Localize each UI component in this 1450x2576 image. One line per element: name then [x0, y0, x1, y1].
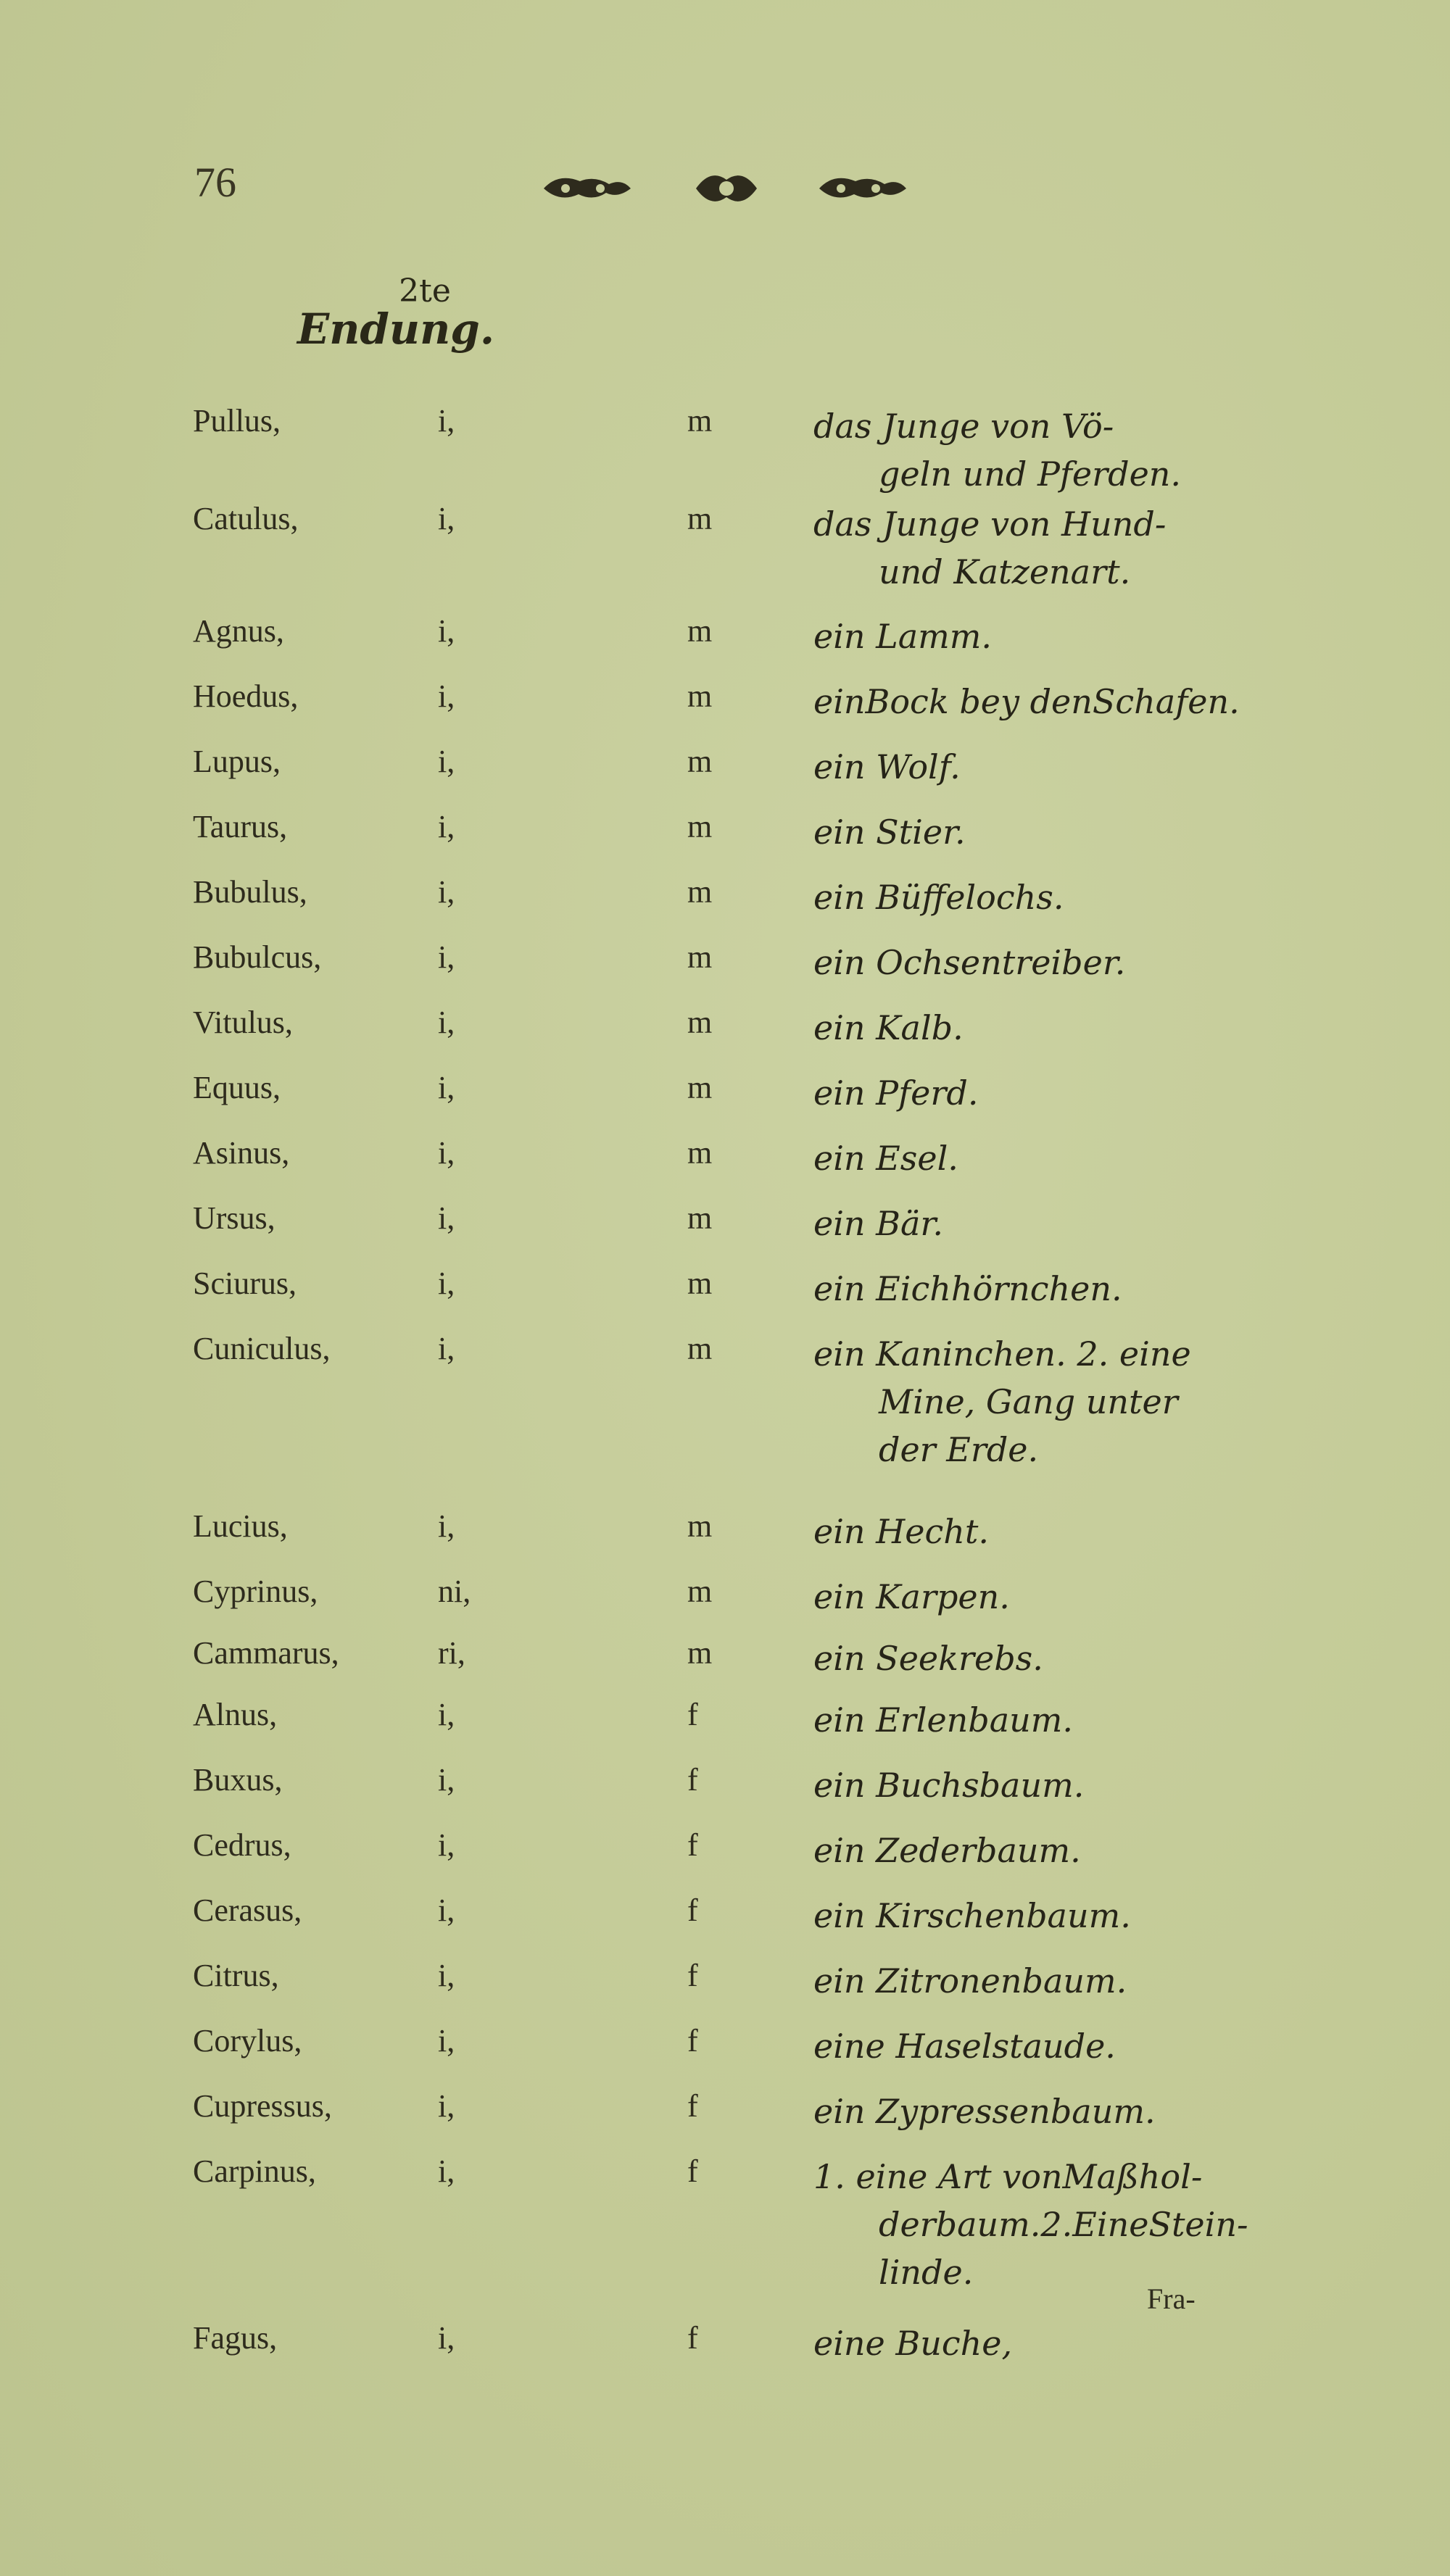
genitive-ending: i,	[438, 1892, 455, 1928]
latin-word: Bubulus,	[193, 874, 307, 910]
latin-word: Ursus,	[193, 1200, 276, 1236]
genitive-ending: ni,	[438, 1574, 471, 1609]
genitive-ending: i,	[438, 1762, 455, 1798]
genitive-ending: ri,	[438, 1635, 465, 1671]
section-heading	[297, 275, 494, 352]
latin-word: Cedrus,	[193, 1827, 291, 1863]
gender-marker: m	[687, 1331, 713, 1366]
genitive-ending: i,	[438, 1266, 455, 1301]
translation-line: ein Esel.	[813, 1139, 958, 1178]
german-translation	[813, 743, 1314, 791]
german-translation	[813, 612, 1314, 660]
gender-marker: f	[687, 1697, 698, 1732]
german-translation	[813, 2022, 1314, 2070]
latin-word: Sciurus,	[193, 1266, 297, 1301]
latin-word: Asinus,	[193, 1135, 290, 1171]
translation-line: ein Hecht.	[813, 1512, 990, 1551]
translation-line: ein Zitronenbaum.	[813, 1961, 1127, 2000]
catchword: Fra-	[1147, 2282, 1196, 2315]
german-translation	[813, 2087, 1314, 2135]
german-translation	[813, 1957, 1314, 2005]
german-translation	[813, 1508, 1314, 1555]
translation-line: ein Ochsentreiber.	[813, 943, 1126, 982]
translation-line: ein Bär.	[813, 1204, 943, 1243]
translation-line: geln und Pferden.	[879, 454, 1182, 494]
latin-word: Carpinus,	[193, 2153, 316, 2189]
latin-word: Citrus,	[193, 1958, 279, 1993]
gender-marker: m	[687, 874, 713, 910]
german-translation	[813, 873, 1314, 921]
genitive-ending: i,	[438, 1827, 455, 1863]
german-translation	[813, 1134, 1314, 1182]
gender-marker: m	[687, 1508, 713, 1544]
heading-title: Endung.	[297, 304, 495, 354]
translation-line: ein Kalb.	[813, 1008, 964, 1047]
translation-line: ein Lamm.	[813, 617, 993, 656]
gender-marker: f	[687, 2153, 698, 2189]
genitive-ending: i,	[438, 678, 455, 714]
gender-marker: m	[687, 678, 713, 714]
latin-word: Vitulus,	[193, 1005, 293, 1040]
genitive-ending: i,	[438, 2320, 455, 2356]
gender-marker: f	[687, 2320, 698, 2356]
genitive-ending: i,	[438, 2088, 455, 2124]
translation-line: ein Eichhörnchen.	[813, 1269, 1122, 1308]
german-translation	[813, 1265, 1314, 1313]
genitive-ending: i,	[438, 2153, 455, 2189]
latin-word: Pullus,	[193, 403, 281, 439]
german-translation	[813, 1761, 1314, 1809]
translation-line: ein Erlenbaum.	[813, 1700, 1074, 1740]
latin-word: Cerasus,	[193, 1892, 302, 1928]
page-number: 76	[194, 159, 236, 206]
latin-word: Taurus,	[193, 809, 288, 844]
genitive-ending: i,	[438, 1331, 455, 1366]
german-translation	[813, 1004, 1314, 1052]
gender-marker: m	[687, 744, 713, 779]
german-translation	[813, 939, 1314, 986]
gender-marker: f	[687, 1762, 698, 1798]
german-translation	[813, 2319, 1314, 2367]
genitive-ending: i,	[438, 1200, 455, 1236]
translation-line: ein Büffelochs.	[813, 878, 1064, 917]
translation-line: derbaum.2.EineStein-	[879, 2205, 1248, 2244]
gender-marker: m	[687, 501, 713, 536]
latin-word: Equus,	[193, 1070, 281, 1105]
latin-word: Corylus,	[193, 2023, 302, 2058]
translation-line: ein Wolf.	[813, 747, 961, 786]
latin-word: Catulus,	[193, 501, 299, 536]
genitive-ending: i,	[438, 403, 455, 439]
translation-line: ein Karpen.	[813, 1577, 1010, 1616]
translation-line: linde.	[879, 2253, 974, 2292]
genitive-ending: i,	[438, 809, 455, 844]
genitive-ending: i,	[438, 501, 455, 536]
translation-line: ein Pferd.	[813, 1073, 979, 1113]
latin-word: Cupressus,	[193, 2088, 332, 2124]
genitive-ending: i,	[438, 744, 455, 779]
gender-marker: m	[687, 1005, 713, 1040]
gender-marker: f	[687, 1958, 698, 1993]
translation-line: ein Seekrebs.	[813, 1639, 1043, 1678]
gender-marker: m	[687, 613, 713, 649]
german-translation	[813, 1573, 1314, 1621]
translation-line: ein Zypressenbaum.	[813, 2092, 1156, 2131]
latin-word: Agnus,	[193, 613, 284, 649]
german-translation	[813, 1634, 1314, 1682]
latin-word: Fagus,	[193, 2320, 278, 2356]
genitive-ending: i,	[438, 613, 455, 649]
gender-marker: m	[687, 403, 713, 439]
german-translation	[813, 678, 1314, 726]
gender-marker: f	[687, 2088, 698, 2124]
genitive-ending: i,	[438, 1508, 455, 1544]
latin-word: Lupus,	[193, 744, 281, 779]
latin-word: Buxus,	[193, 1762, 283, 1798]
gender-marker: m	[687, 1266, 713, 1301]
gender-marker: m	[687, 809, 713, 844]
gender-marker: m	[687, 1200, 713, 1236]
latin-word: Alnus,	[193, 1697, 278, 1732]
translation-line: ein Kirschenbaum.	[813, 1896, 1131, 1935]
german-translation	[813, 1200, 1314, 1247]
genitive-ending: i,	[438, 1697, 455, 1732]
genitive-ending: i,	[438, 874, 455, 910]
genitive-ending: i,	[438, 1135, 455, 1171]
translation-line: das Junge von Hund-	[813, 504, 1167, 544]
translation-line: und Katzenart.	[879, 552, 1131, 591]
heading-ordinal: 2te	[399, 273, 451, 309]
translation-line: eine Haselstaude.	[813, 2027, 1116, 2066]
german-translation	[813, 2153, 1314, 2296]
gender-marker: m	[687, 1635, 713, 1671]
genitive-ending: i,	[438, 1070, 455, 1105]
german-translation	[813, 808, 1314, 856]
gender-marker: f	[687, 1827, 698, 1863]
translation-line: einBock bey denSchafen.	[813, 682, 1240, 721]
latin-word: Hoedus,	[193, 678, 299, 714]
german-translation	[813, 1330, 1314, 1474]
german-translation	[813, 1696, 1314, 1744]
latin-word: Cuniculus,	[193, 1331, 331, 1366]
genitive-ending: i,	[438, 2023, 455, 2058]
gender-marker: f	[687, 1892, 698, 1928]
translation-line: ein Zederbaum.	[813, 1831, 1081, 1870]
german-translation	[813, 1069, 1314, 1117]
latin-word: Lucius,	[193, 1508, 288, 1544]
translation-line: eine Buche,	[813, 2324, 1013, 2363]
translation-line: ein Kaninchen. 2. eine	[813, 1334, 1191, 1374]
german-translation	[813, 500, 1314, 596]
gender-marker: m	[687, 939, 713, 975]
translation-line: ein Stier.	[813, 813, 966, 852]
genitive-ending: i,	[438, 939, 455, 975]
latin-word: Bubulcus,	[193, 939, 322, 975]
latin-word: Cammarus,	[193, 1635, 339, 1671]
translation-line: das Junge von Vö-	[813, 407, 1114, 446]
genitive-ending: i,	[438, 1005, 455, 1040]
header-ornament	[536, 159, 914, 217]
german-translation	[813, 1892, 1314, 1940]
german-translation	[813, 1827, 1314, 1874]
genitive-ending: i,	[438, 1958, 455, 1993]
translation-line: Mine, Gang unter	[879, 1382, 1178, 1421]
gender-marker: m	[687, 1574, 713, 1609]
gender-marker: m	[687, 1135, 713, 1171]
gender-marker: f	[687, 2023, 698, 2058]
german-translation	[813, 402, 1314, 498]
gender-marker: m	[687, 1070, 713, 1105]
latin-word: Cyprinus,	[193, 1574, 318, 1609]
translation-line: 1. eine Art vonMaßhol-	[813, 2157, 1203, 2196]
translation-line: der Erde.	[879, 1430, 1039, 1469]
translation-line: ein Buchsbaum.	[813, 1766, 1085, 1805]
